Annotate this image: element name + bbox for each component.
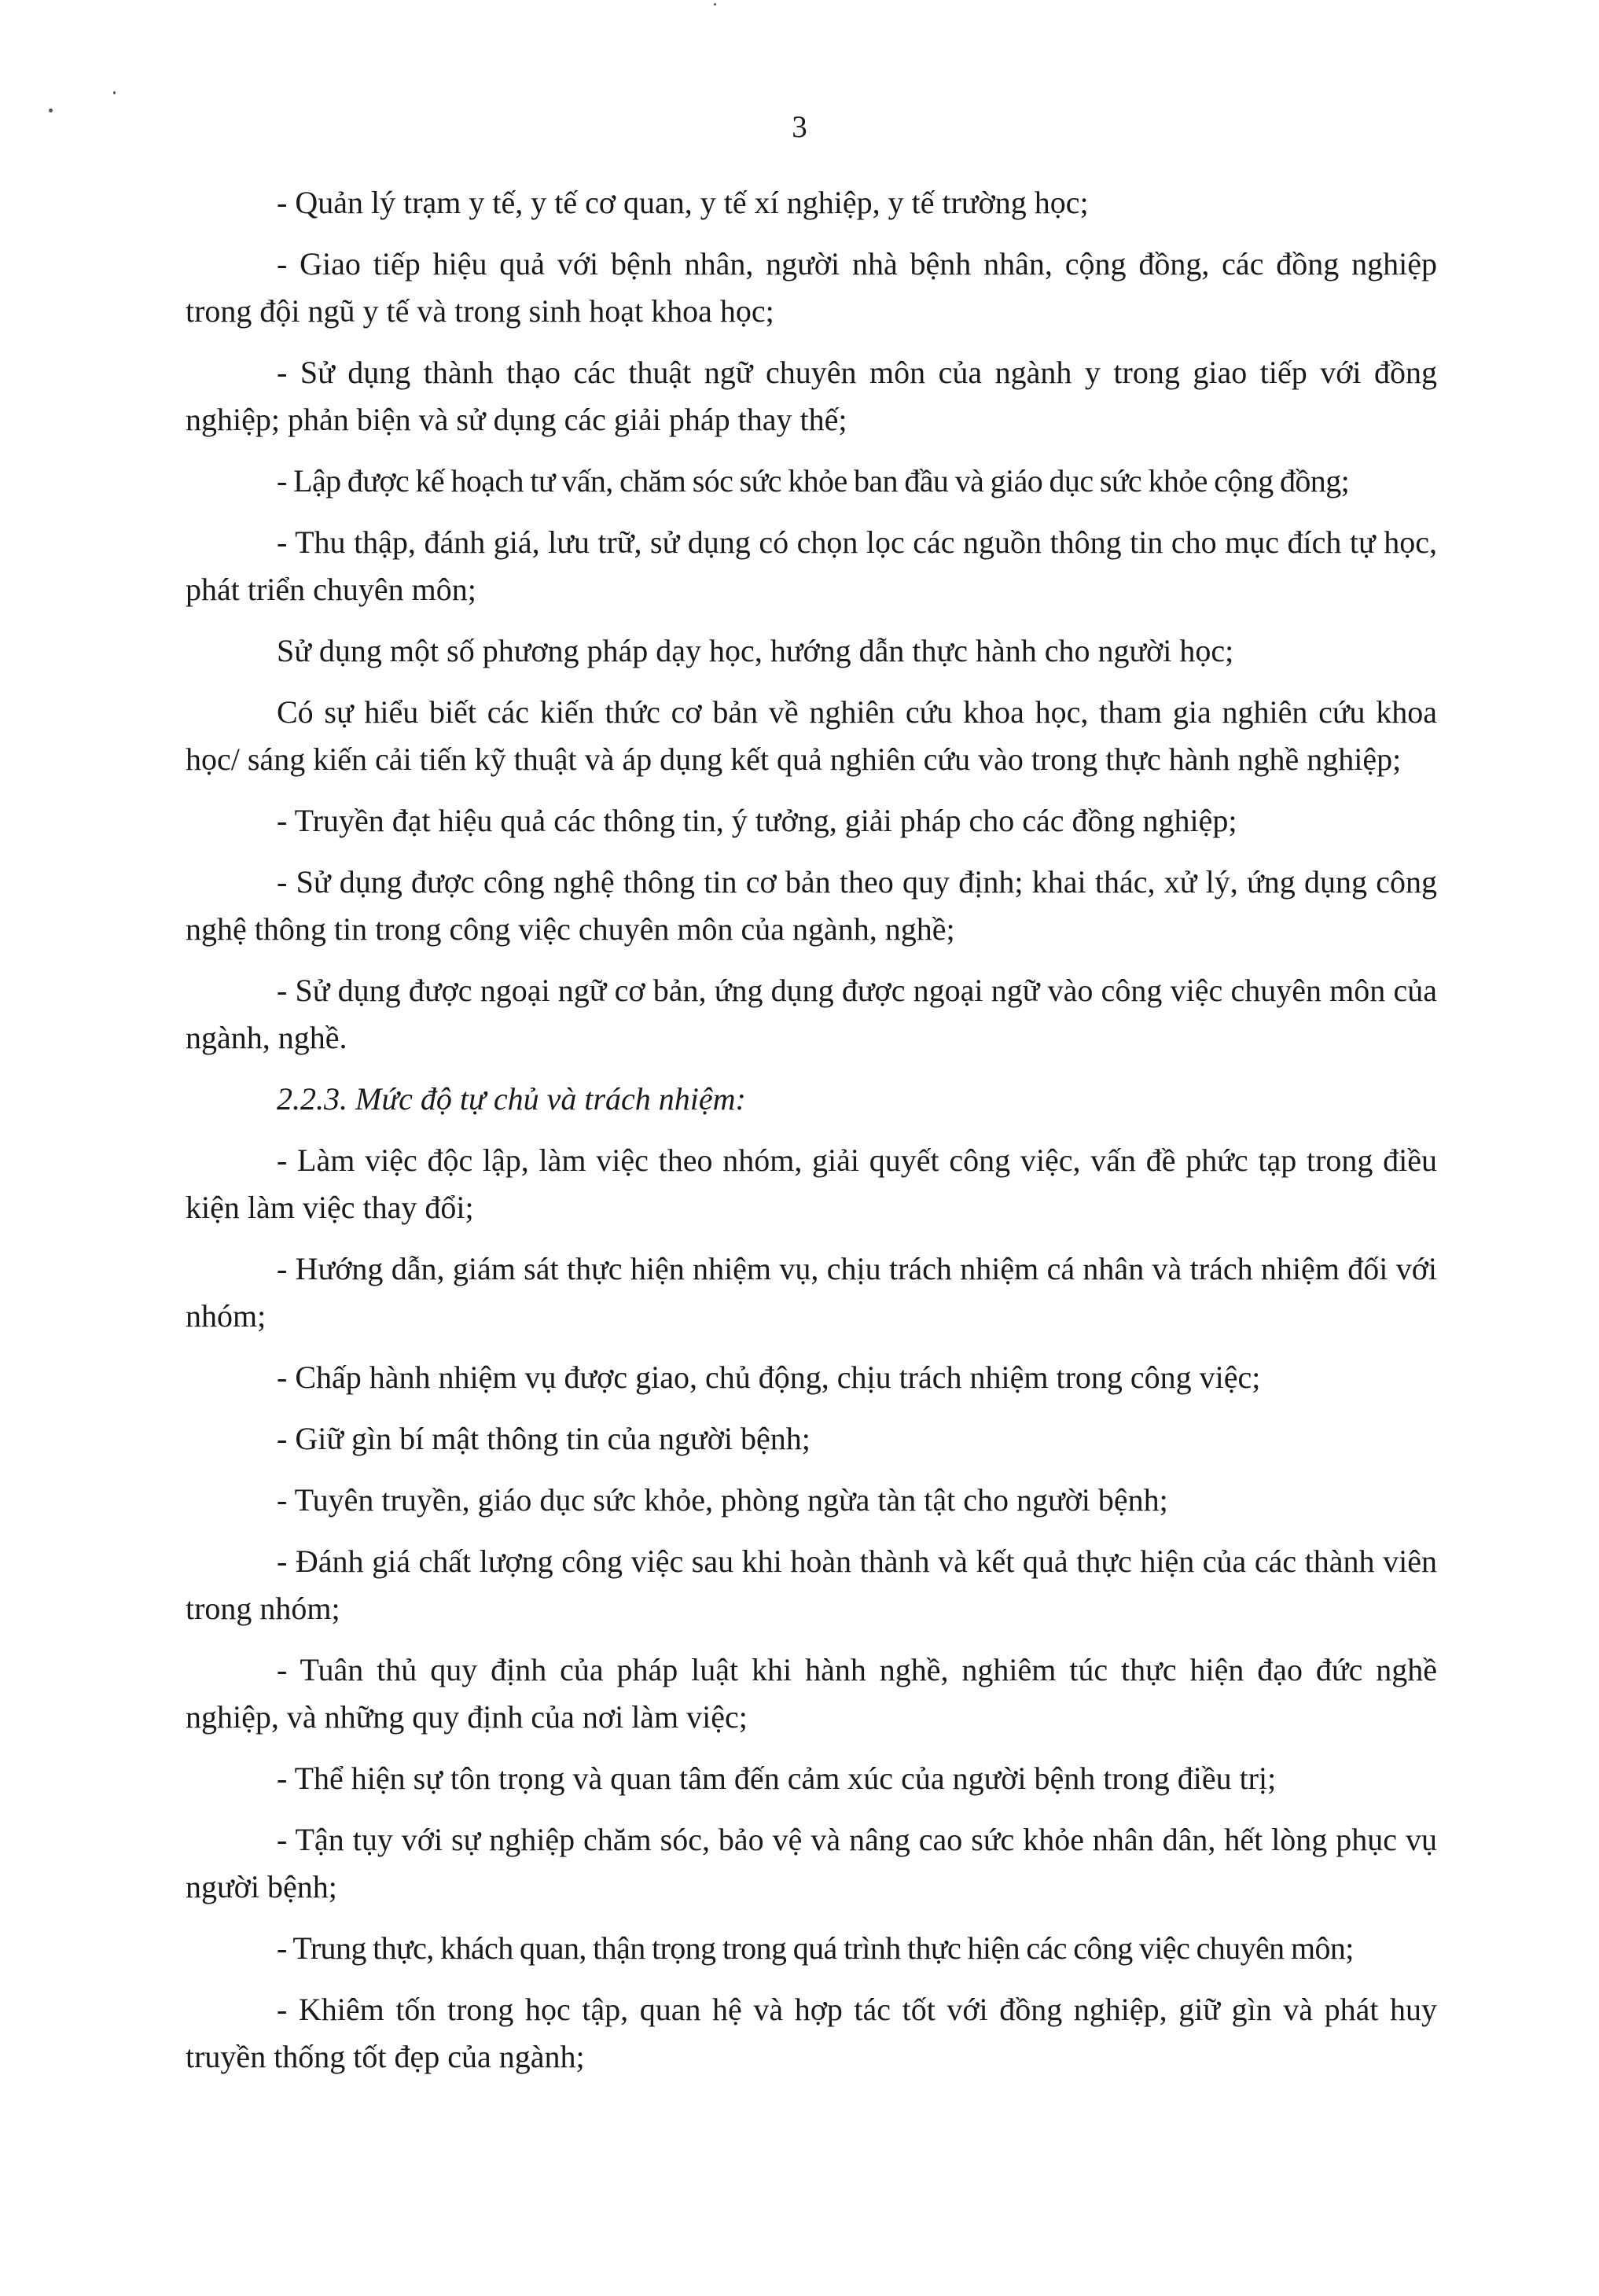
bullet-paragraph: - Giao tiếp hiệu quả với bệnh nhân, người nhà bệnh nhân, cộng đồng, các đồng nghiệp trong đội ngũ y tế và trong sinh hoạt khoa học; (186, 246, 1437, 329)
bullet-paragraph: - Truyền đạt hiệu quả các thông tin, ý tưởng, giải pháp cho các đồng nghiệp; (277, 803, 1237, 838)
paragraph: Sử dụng một số phương pháp dạy học, hướng dẫn thực hành cho người học; (277, 633, 1234, 668)
paragraph: Có sự hiểu biết các kiến thức cơ bản về nghiên cứu khoa học, tham gia nghiên cứu khoa học/ sáng kiến cải tiến kỹ thuật và áp dụng kết quả nghiên cứu vào trong thực hành nghề nghiệp; (186, 694, 1437, 777)
bullet-paragraph: - Tận tụy với sự nghiệp chăm sóc, bảo vệ và nâng cao sức khỏe nhân dân, hết lòng phục vụ người bệnh; (186, 1822, 1437, 1904)
bullet-paragraph: - Sử dụng được công nghệ thông tin cơ bản theo quy định; khai thác, xử lý, ứng dụng công nghệ thông tin trong công việc chuyên môn của ngành, nghề; (186, 864, 1437, 947)
bullet-paragraph: - Lập được kế hoạch tư vấn, chăm sóc sức khỏe ban đầu và giáo dục sức khỏe cộng đồng; (277, 463, 1350, 499)
document-body (186, 179, 1437, 2095)
bullet-paragraph: - Tuân thủ quy định của pháp luật khi hành nghề, nghiêm túc thực hiện đạo đức nghề nghiệp, và những quy định của nơi làm việc; (186, 1652, 1437, 1735)
bullet-paragraph: - Sử dụng thành thạo các thuật ngữ chuyên môn của ngành y trong giao tiếp với đồng nghiệp; phản biện và sử dụng các giải pháp thay thế; (186, 355, 1437, 437)
bullet-paragraph: - Thu thập, đánh giá, lưu trữ, sử dụng có chọn lọc các nguồn thông tin cho mục đích tự học, phát triển chuyên môn; (186, 524, 1437, 607)
bullet-paragraph: - Tuyên truyền, giáo dục sức khỏe, phòng ngừa tàn tật cho người bệnh; (277, 1482, 1168, 1518)
bullet-paragraph: - Khiêm tốn trong học tập, quan hệ và hợp tác tốt với đồng nghiệp, giữ gìn và phát huy truyền thống tốt đẹp của ngành; (186, 1992, 1437, 2074)
scan-speck (113, 91, 116, 94)
bullet-paragraph: - Đánh giá chất lượng công việc sau khi hoàn thành và kết quả thực hiện của các thành viên trong nhóm; (186, 1544, 1437, 1626)
bullet-paragraph: - Quản lý trạm y tế, y tế cơ quan, y tế xí nghiệp, y tế trường học; (277, 185, 1089, 220)
bullet-paragraph: - Sử dụng được ngoại ngữ cơ bản, ứng dụng được ngoại ngữ vào công việc chuyên môn của ngành, nghề. (186, 973, 1437, 1055)
bullet-paragraph: - Thể hiện sự tôn trọng và quan tâm đến cảm xúc của người bệnh trong điều trị; (277, 1761, 1277, 1796)
section-heading: 2.2.3. Mức độ tự chủ và trách nhiệm: (277, 1081, 746, 1117)
bullet-paragraph: - Hướng dẫn, giám sát thực hiện nhiệm vụ, chịu trách nhiệm cá nhân và trách nhiệm đối với nhóm; (186, 1251, 1437, 1334)
bullet-paragraph: - Trung thực, khách quan, thận trọng trong quá trình thực hiện các công việc chuyên môn; (277, 1930, 1354, 1966)
scan-speck (714, 3, 716, 6)
bullet-paragraph: - Chấp hành nhiệm vụ được giao, chủ động, chịu trách nhiệm trong công việc; (277, 1360, 1261, 1395)
page-number: 3 (792, 110, 807, 144)
bullet-paragraph: - Làm việc độc lập, làm việc theo nhóm, giải quyết công việc, vấn đề phức tạp trong điều kiện làm việc thay đổi; (186, 1142, 1437, 1225)
bullet-paragraph: - Giữ gìn bí mật thông tin của người bệnh; (277, 1421, 811, 1456)
